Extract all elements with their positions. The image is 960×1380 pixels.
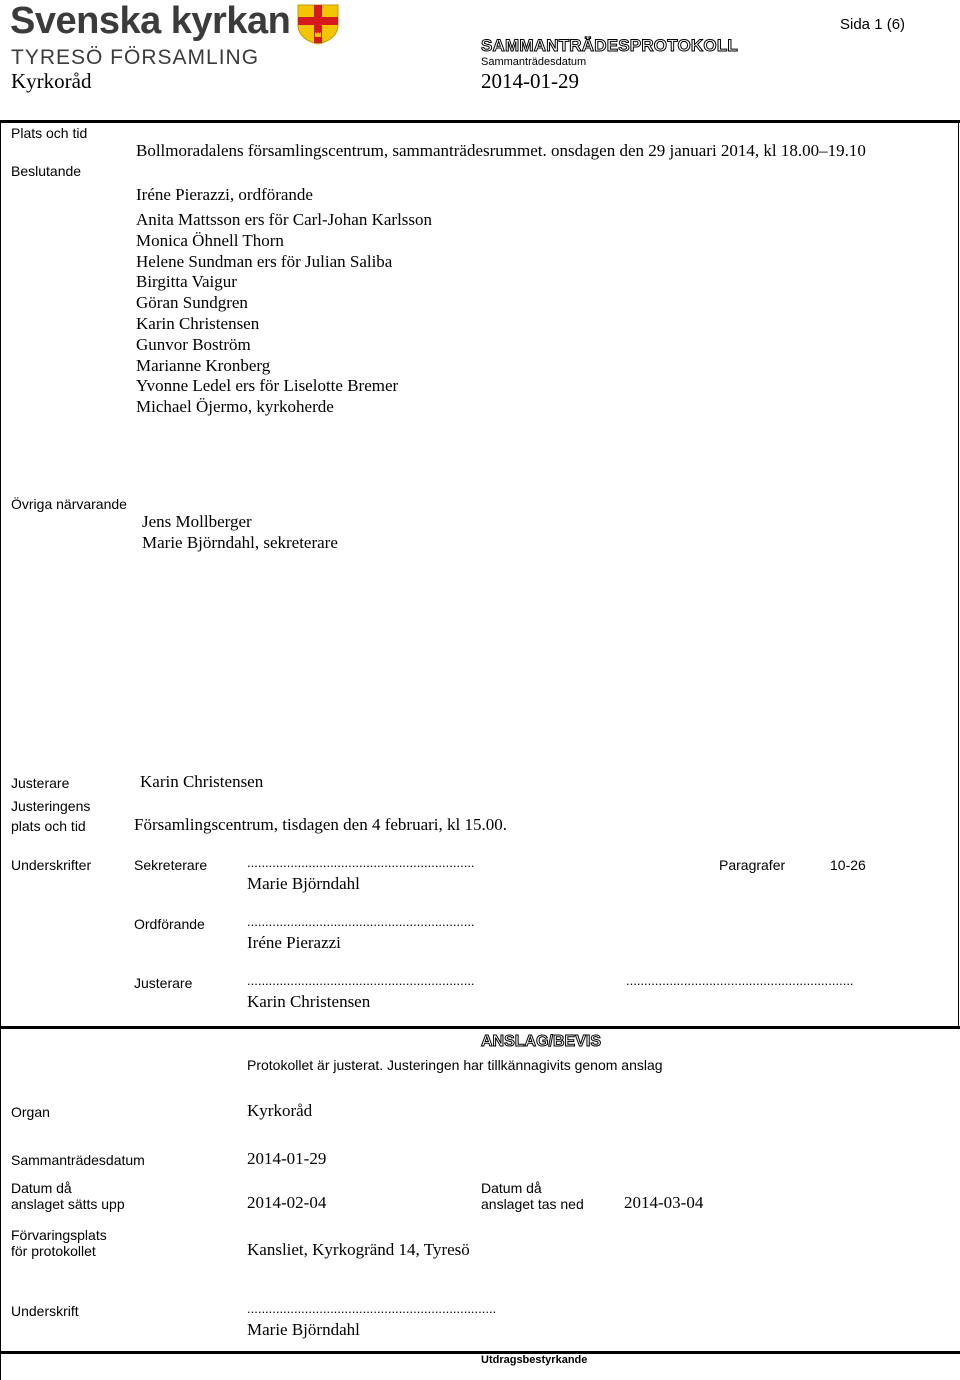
removed-label-1: Datum då bbox=[481, 1180, 542, 1196]
notice-rule bbox=[0, 1026, 960, 1029]
header-rule bbox=[0, 120, 960, 123]
adjuster-sign-line: ............................................................... bbox=[247, 973, 475, 988]
removed-value: 2014-03-04 bbox=[624, 1193, 704, 1212]
paragraphs-value: 10-26 bbox=[830, 857, 866, 873]
removed-label-2: anslaget tas ned bbox=[481, 1196, 584, 1212]
secretary-label: Sekreterare bbox=[134, 857, 208, 873]
storage-label-2: för protokollet bbox=[11, 1243, 96, 1259]
adjust-place-value: Församlingscentrum, tisdagen den 4 februari, kl 15.00. bbox=[134, 815, 507, 834]
member-item: Göran Sundgren bbox=[136, 293, 248, 313]
chair-name: Iréne Pierazzi bbox=[247, 933, 341, 952]
organ-title: Kyrkoråd bbox=[11, 69, 92, 93]
secretary-sign-line: ............................................................... bbox=[247, 855, 475, 870]
adjuster-name: Karin Christensen bbox=[247, 992, 371, 1011]
notice-organ-label: Organ bbox=[11, 1104, 50, 1120]
member-item: Anita Mattsson ers för Carl-Johan Karlsson bbox=[136, 210, 433, 229]
other-attendee: Marie Björndahl, sekreterare bbox=[142, 532, 338, 552]
protocol-title: SAMMANTRÄDESPROTOKOLL bbox=[481, 36, 738, 55]
member-item: Karin Christensen bbox=[136, 313, 260, 333]
posted-label-1: Datum då bbox=[11, 1180, 72, 1196]
sign-label: Underskrift bbox=[11, 1303, 79, 1319]
adjuster-value: Karin Christensen bbox=[140, 772, 264, 791]
footer-rule bbox=[0, 1351, 960, 1354]
secretary-name: Marie Björndahl bbox=[247, 874, 360, 893]
adjuster-label: Justerare bbox=[11, 775, 70, 791]
chair-label: Ordförande bbox=[134, 916, 205, 932]
header-date: 2014-01-29 bbox=[481, 69, 579, 93]
member-item: Marianne Kronberg bbox=[136, 355, 271, 375]
chair-entry: Iréne Pierazzi, ordförande bbox=[136, 185, 313, 204]
member-item: Gunvor Boström bbox=[136, 334, 251, 354]
posted-label-2: anslaget sätts upp bbox=[11, 1196, 125, 1212]
place-value: Bollmoradalens församlingscentrum, sammanträdesrummet. onsdagen den 29 januari 2014, kl 18.00–19.10 bbox=[136, 141, 866, 160]
member-item: Michael Öjermo, kyrkoherde bbox=[136, 397, 334, 417]
notice-sign-line: ..................................................................... bbox=[247, 1301, 497, 1316]
others-list bbox=[142, 512, 338, 554]
others-label: Övriga närvarande bbox=[11, 496, 127, 512]
member-item: Helene Sundman ers för Julian Saliba bbox=[136, 251, 393, 271]
page-number: Sida 1 (6) bbox=[840, 16, 906, 33]
notice-date-value: 2014-01-29 bbox=[247, 1149, 327, 1168]
signatures-label: Underskrifter bbox=[11, 857, 92, 873]
chair-sign-line: ............................................................... bbox=[247, 914, 475, 929]
member-item: Birgitta Vaigur bbox=[136, 272, 237, 292]
church-crest-icon bbox=[296, 3, 340, 45]
logo-subtitle: TYRESÖ FÖRSAMLING bbox=[11, 46, 260, 69]
right-border bbox=[958, 122, 959, 1028]
left-border bbox=[0, 122, 1, 1380]
member-item: Monica Öhnell Thorn bbox=[136, 230, 284, 250]
notice-title: ANSLAG/BEVIS bbox=[481, 1033, 602, 1050]
storage-value: Kansliet, Kyrkogränd 14, Tyresö bbox=[247, 1240, 470, 1259]
notice-sign-name: Marie Björndahl bbox=[247, 1320, 360, 1339]
posted-value: 2014-02-04 bbox=[247, 1193, 327, 1212]
decision-label: Beslutande bbox=[11, 163, 82, 179]
storage-label-1: Förvaringsplats bbox=[11, 1227, 107, 1243]
notice-date-label: Sammanträdesdatum bbox=[11, 1152, 145, 1168]
adjust-place-label-1: Justeringens bbox=[11, 798, 91, 814]
paragraphs-label: Paragrafer bbox=[719, 857, 786, 873]
other-attendee: Jens Mollberger bbox=[142, 512, 252, 531]
member-item: Yvonne Ledel ers för Liselotte Bremer bbox=[136, 376, 399, 396]
notice-statement: Protokollet är justerat. Justeringen har tillkännagivits genom anslag bbox=[247, 1057, 663, 1073]
members-list bbox=[136, 210, 432, 418]
place-label: Plats och tid bbox=[11, 125, 88, 141]
header-date-label: Sammanträdesdatum bbox=[481, 56, 587, 68]
logo-title: Svenska kyrkan bbox=[10, 0, 291, 42]
sign-adjuster-label: Justerare bbox=[134, 975, 193, 991]
adjuster-sign-line-2: ............................................................... bbox=[626, 973, 854, 988]
notice-organ-value: Kyrkoråd bbox=[247, 1101, 313, 1120]
adjust-place-label-2: plats och tid bbox=[11, 818, 86, 834]
extract-label: Utdragsbestyrkande bbox=[481, 1354, 588, 1366]
